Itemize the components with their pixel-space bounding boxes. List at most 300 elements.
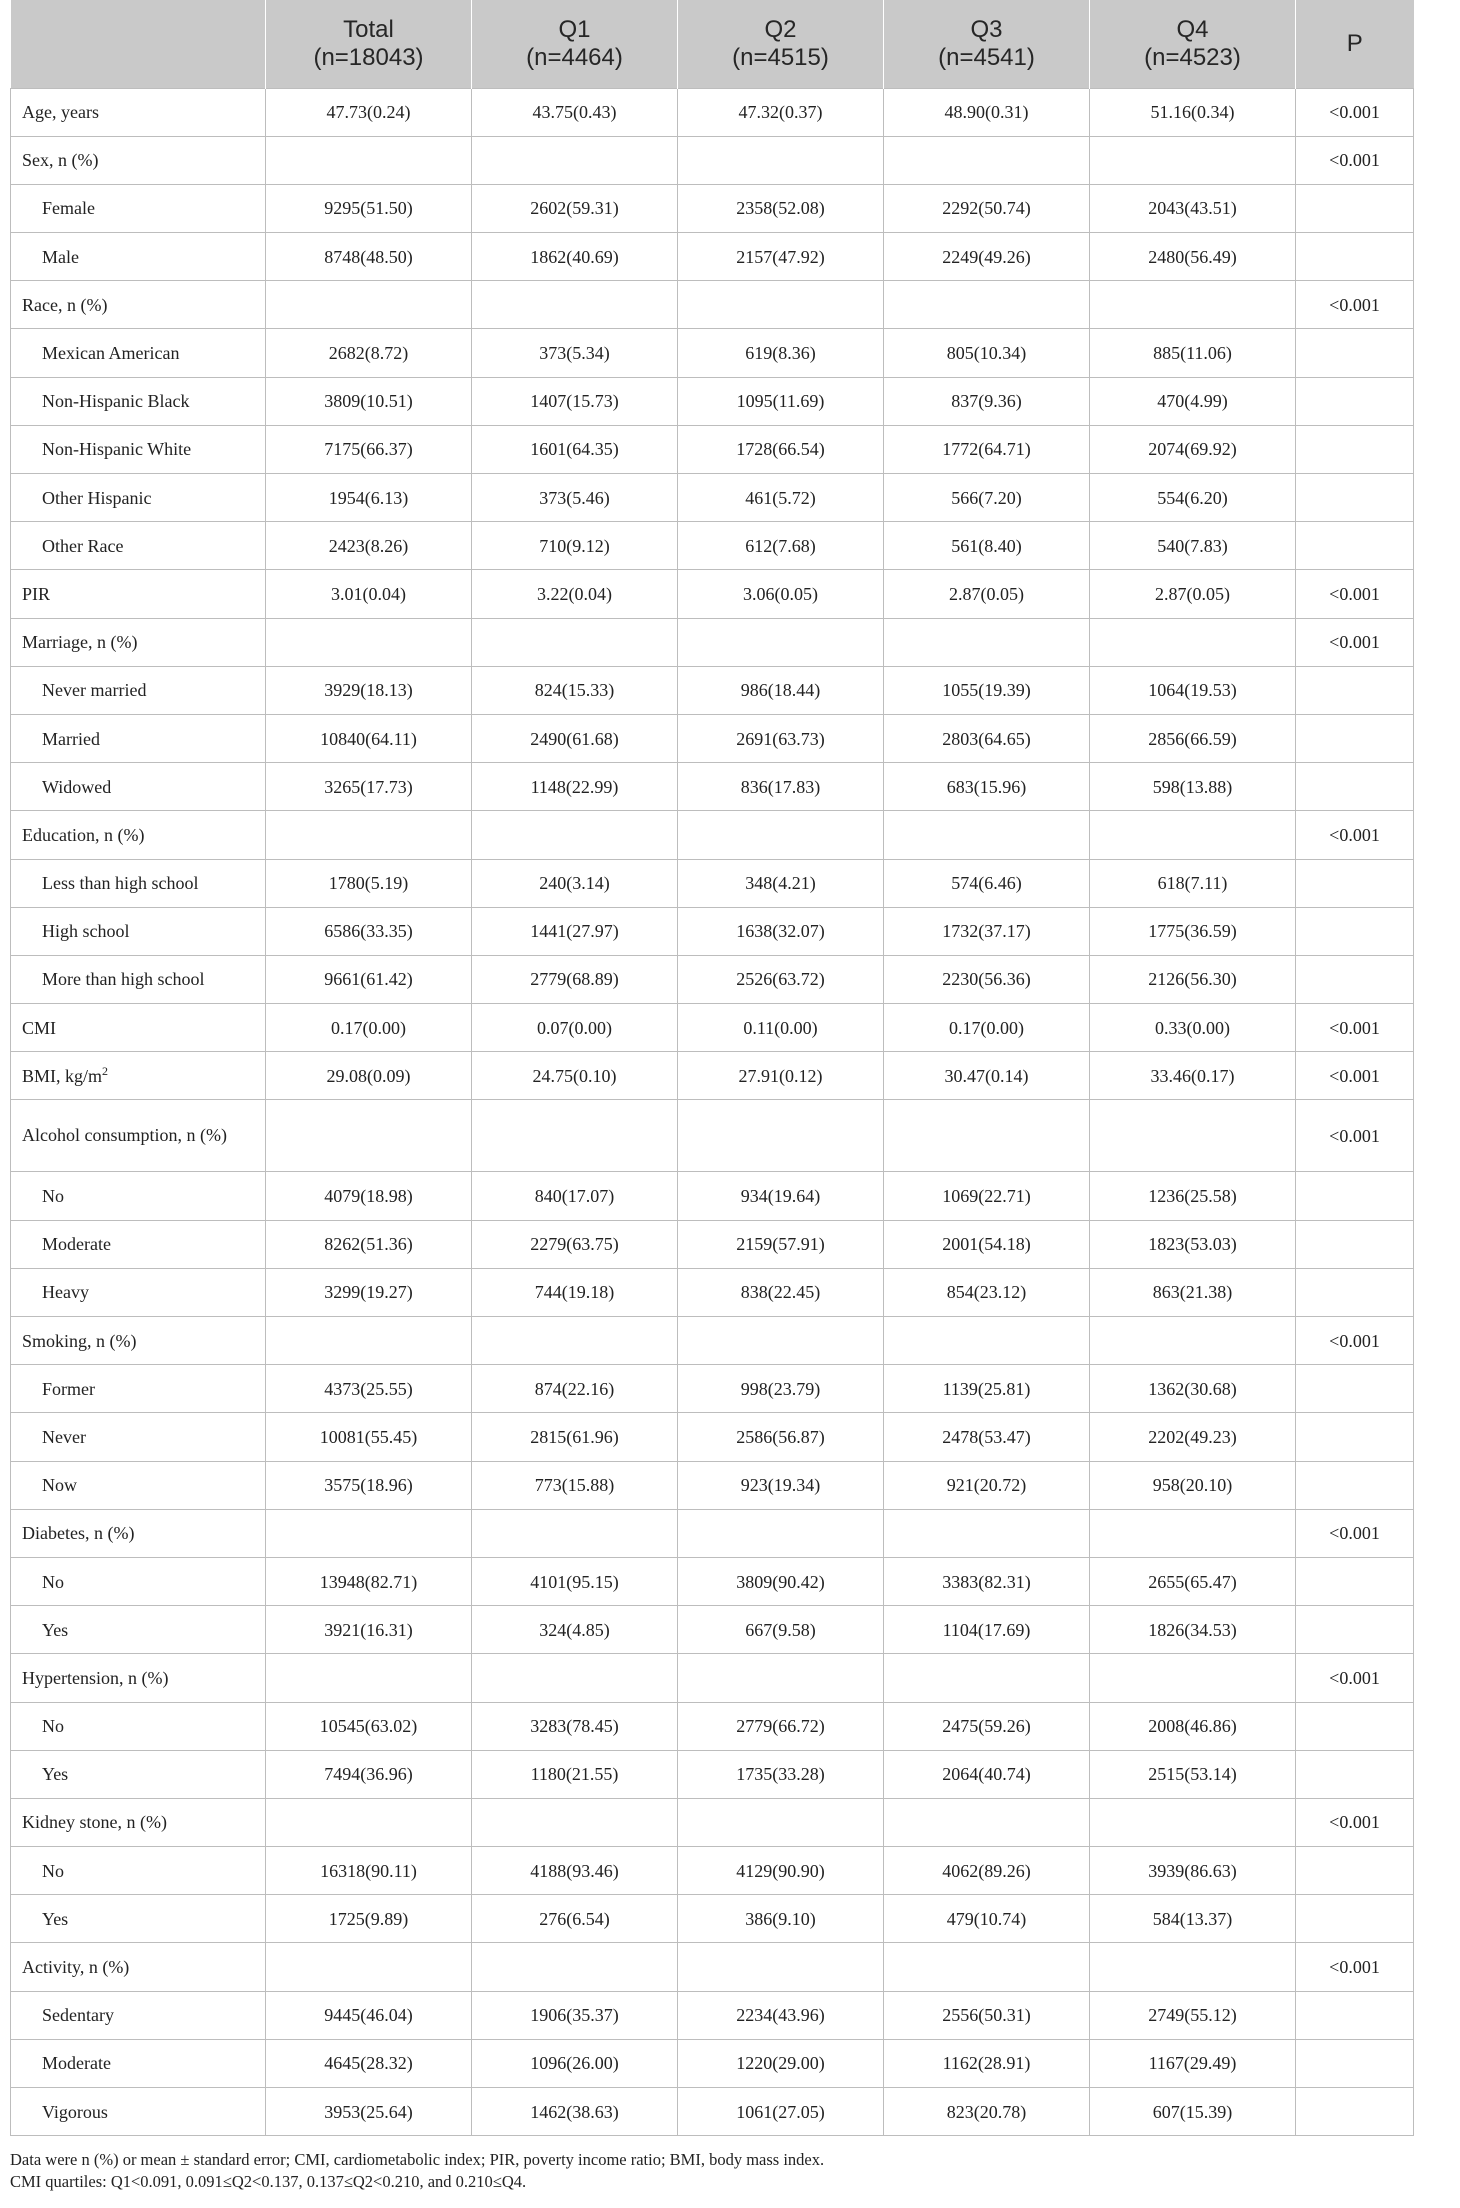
p-value-cell — [1296, 425, 1414, 473]
value-cell: 1780(5.19) — [266, 859, 472, 907]
row-label: Marriage, n (%) — [22, 632, 138, 653]
row-label-cell — [11, 1798, 266, 1846]
value-cell: 13948(82.71) — [266, 1557, 472, 1605]
table-row-subcategory — [11, 329, 1414, 377]
value-cell: 3939(86.63) — [1090, 1847, 1296, 1895]
value-cell — [884, 281, 1090, 329]
row-label-cell — [11, 88, 266, 136]
row-label-cell — [11, 1461, 266, 1509]
row-label: Yes — [42, 1764, 69, 1785]
p-value-cell — [1296, 377, 1414, 425]
table-row-variable — [11, 1052, 1414, 1100]
value-cell: 934(19.64) — [678, 1172, 884, 1220]
row-label-cell — [11, 666, 266, 714]
value-cell: 2815(61.96) — [472, 1413, 678, 1461]
row-label: Age, years — [22, 102, 99, 123]
value-cell: 324(4.85) — [472, 1606, 678, 1654]
row-label-cell — [11, 618, 266, 666]
row-label: Other Race — [42, 535, 124, 556]
row-label: Race, n (%) — [22, 294, 108, 315]
p-value-cell — [1296, 1606, 1414, 1654]
p-value-cell — [1296, 522, 1414, 570]
p-value-cell — [1296, 1895, 1414, 1943]
row-label: Yes — [42, 1619, 69, 1640]
value-cell: 0.11(0.00) — [678, 1004, 884, 1052]
value-cell — [884, 136, 1090, 184]
value-cell: 2515(53.14) — [1090, 1750, 1296, 1798]
row-label: Hypertension, n (%) — [22, 1667, 169, 1688]
value-cell — [472, 1100, 678, 1172]
table-row-subcategory — [11, 1895, 1414, 1943]
value-cell: 2856(66.59) — [1090, 714, 1296, 762]
value-cell: 1069(22.71) — [884, 1172, 1090, 1220]
header-count: (n=4464) — [526, 43, 623, 71]
p-value-cell — [1296, 1268, 1414, 1316]
footnote-quartiles: CMI quartiles: Q1<0.091, 0.091≤Q2<0.137, 0.137≤Q2<0.210, and 0.210≤Q4. — [10, 2172, 527, 2192]
row-label: Moderate — [42, 1234, 111, 1255]
row-label-cell — [11, 474, 266, 522]
value-cell — [1090, 1317, 1296, 1365]
row-label: Activity, n (%) — [22, 1957, 130, 1978]
value-cell: 29.08(0.09) — [266, 1052, 472, 1100]
row-label-cell — [11, 1702, 266, 1750]
value-cell: 1638(32.07) — [678, 907, 884, 955]
value-cell: 2602(59.31) — [472, 184, 678, 232]
p-value-cell: <0.001 — [1296, 1798, 1414, 1846]
p-value-cell — [1296, 1702, 1414, 1750]
value-cell: 1104(17.69) — [884, 1606, 1090, 1654]
row-label-cell — [11, 1509, 266, 1557]
value-cell: 540(7.83) — [1090, 522, 1296, 570]
value-cell: 3809(90.42) — [678, 1557, 884, 1605]
value-cell: 1362(30.68) — [1090, 1365, 1296, 1413]
value-cell: 2159(57.91) — [678, 1220, 884, 1268]
value-cell: 574(6.46) — [884, 859, 1090, 907]
row-label-cell — [11, 2088, 266, 2136]
value-cell: 1407(15.73) — [472, 377, 678, 425]
value-cell — [472, 1317, 678, 1365]
value-cell: 1728(66.54) — [678, 425, 884, 473]
p-value-cell: <0.001 — [1296, 570, 1414, 618]
p-value-cell — [1296, 474, 1414, 522]
p-value-cell — [1296, 955, 1414, 1003]
row-label-cell — [11, 763, 266, 811]
table-row-variable — [11, 1100, 1414, 1172]
row-label: Yes — [42, 1908, 69, 1929]
header-cell-q4 — [1090, 0, 1296, 88]
p-value-cell — [1296, 1750, 1414, 1798]
p-value-cell: <0.001 — [1296, 1509, 1414, 1557]
table-row-variable — [11, 618, 1414, 666]
value-cell — [472, 1943, 678, 1991]
row-label: Vigorous — [42, 2101, 108, 2122]
value-cell: 874(22.16) — [472, 1365, 678, 1413]
row-label-cell — [11, 570, 266, 618]
header-cell-q3 — [884, 0, 1090, 88]
row-label: Education, n (%) — [22, 824, 145, 845]
p-value-cell — [1296, 184, 1414, 232]
value-cell — [678, 1100, 884, 1172]
value-cell — [678, 1317, 884, 1365]
value-cell: 744(19.18) — [472, 1268, 678, 1316]
table-row-subcategory — [11, 1365, 1414, 1413]
value-cell — [266, 1509, 472, 1557]
row-label-cell — [11, 2039, 266, 2087]
value-cell — [472, 618, 678, 666]
table-page — [10, 0, 1413, 2193]
p-value-cell: <0.001 — [1296, 1317, 1414, 1365]
row-label-cell — [11, 233, 266, 281]
value-cell: 838(22.45) — [678, 1268, 884, 1316]
value-cell — [678, 811, 884, 859]
value-cell: 1180(21.55) — [472, 1750, 678, 1798]
value-cell — [678, 136, 884, 184]
row-label: Alcohol consumption, n (%) — [22, 1125, 227, 1146]
value-cell: 10081(55.45) — [266, 1413, 472, 1461]
value-cell: 4101(95.15) — [472, 1557, 678, 1605]
value-cell: 33.46(0.17) — [1090, 1052, 1296, 1100]
value-cell — [472, 136, 678, 184]
value-cell: 1954(6.13) — [266, 474, 472, 522]
value-cell: 9445(46.04) — [266, 1991, 472, 2039]
value-cell: 1725(9.89) — [266, 1895, 472, 1943]
value-cell: 10840(64.11) — [266, 714, 472, 762]
value-cell: 554(6.20) — [1090, 474, 1296, 522]
value-cell: 836(17.83) — [678, 763, 884, 811]
value-cell: 710(9.12) — [472, 522, 678, 570]
value-cell: 1095(11.69) — [678, 377, 884, 425]
value-cell — [472, 1509, 678, 1557]
table-row-subcategory — [11, 1220, 1414, 1268]
value-cell: 1096(26.00) — [472, 2039, 678, 2087]
value-cell: 2064(40.74) — [884, 1750, 1090, 1798]
row-label-cell — [11, 1943, 266, 1991]
value-cell — [884, 811, 1090, 859]
row-label: No — [42, 1186, 64, 1207]
value-cell — [678, 281, 884, 329]
value-cell: 1064(19.53) — [1090, 666, 1296, 714]
p-value-cell — [1296, 1991, 1414, 2039]
value-cell: 854(23.12) — [884, 1268, 1090, 1316]
value-cell: 9661(61.42) — [266, 955, 472, 1003]
table-row-variable — [11, 1654, 1414, 1702]
value-cell: 2157(47.92) — [678, 233, 884, 281]
value-cell: 2779(66.72) — [678, 1702, 884, 1750]
value-cell — [266, 618, 472, 666]
header-count: (n=4523) — [1144, 43, 1241, 71]
value-cell: 2682(8.72) — [266, 329, 472, 377]
value-cell — [884, 1100, 1090, 1172]
value-cell: 3809(10.51) — [266, 377, 472, 425]
row-label-superscript: 2 — [102, 1063, 109, 1078]
value-cell: 461(5.72) — [678, 474, 884, 522]
row-label-cell — [11, 1606, 266, 1654]
row-label-cell — [11, 1847, 266, 1895]
value-cell — [1090, 136, 1296, 184]
row-label: Sex, n (%) — [22, 150, 99, 171]
p-value-cell — [1296, 1557, 1414, 1605]
value-cell: 2230(56.36) — [884, 955, 1090, 1003]
table-row-subcategory — [11, 907, 1414, 955]
row-label: CMI — [22, 1017, 57, 1038]
value-cell: 1906(35.37) — [472, 1991, 678, 2039]
value-cell: 683(15.96) — [884, 763, 1090, 811]
p-value-cell — [1296, 907, 1414, 955]
table-row-variable — [11, 1317, 1414, 1365]
value-cell: 1139(25.81) — [884, 1365, 1090, 1413]
value-cell — [266, 1317, 472, 1365]
row-label: Male — [42, 246, 79, 267]
table-row-subcategory — [11, 763, 1414, 811]
value-cell — [678, 1798, 884, 1846]
row-label: No — [42, 1860, 64, 1881]
row-label: Never married — [42, 680, 147, 701]
value-cell: 2655(65.47) — [1090, 1557, 1296, 1605]
value-cell: 4188(93.46) — [472, 1847, 678, 1895]
table-row-variable — [11, 1004, 1414, 1052]
baseline-characteristics-table — [10, 0, 1414, 2136]
table-row-variable — [11, 1509, 1414, 1557]
value-cell: 3265(17.73) — [266, 763, 472, 811]
value-cell — [266, 1798, 472, 1846]
value-cell — [884, 1509, 1090, 1557]
value-cell: 1826(34.53) — [1090, 1606, 1296, 1654]
p-value-cell: <0.001 — [1296, 811, 1414, 859]
value-cell: 2586(56.87) — [678, 1413, 884, 1461]
value-cell — [884, 618, 1090, 666]
table-row-variable — [11, 88, 1414, 136]
row-label: Kidney stone, n (%) — [22, 1812, 167, 1833]
table-row-subcategory — [11, 1750, 1414, 1798]
table-row-variable — [11, 281, 1414, 329]
row-label: More than high school — [42, 969, 205, 990]
value-cell: 2202(49.23) — [1090, 1413, 1296, 1461]
value-cell: 2803(64.65) — [884, 714, 1090, 762]
row-label: Mexican American — [42, 343, 180, 364]
value-cell: 998(23.79) — [678, 1365, 884, 1413]
value-cell: 2475(59.26) — [884, 1702, 1090, 1750]
value-cell — [678, 1509, 884, 1557]
row-label-cell — [11, 281, 266, 329]
p-value-cell: <0.001 — [1296, 1100, 1414, 1172]
row-label-cell — [11, 1750, 266, 1798]
table-row-subcategory — [11, 666, 1414, 714]
table-row-subcategory — [11, 377, 1414, 425]
row-label-cell — [11, 377, 266, 425]
row-label: Widowed — [42, 776, 112, 797]
table-body — [11, 88, 1414, 2136]
header-cell-q1 — [472, 0, 678, 88]
value-cell: 8262(51.36) — [266, 1220, 472, 1268]
value-cell: 1236(25.58) — [1090, 1172, 1296, 1220]
value-cell: 470(4.99) — [1090, 377, 1296, 425]
row-label-cell — [11, 907, 266, 955]
value-cell: 0.33(0.00) — [1090, 1004, 1296, 1052]
value-cell: 805(10.34) — [884, 329, 1090, 377]
value-cell — [1090, 1943, 1296, 1991]
value-cell: 824(15.33) — [472, 666, 678, 714]
p-value-cell — [1296, 1461, 1414, 1509]
row-label-cell — [11, 1317, 266, 1365]
value-cell: 958(20.10) — [1090, 1461, 1296, 1509]
p-value-cell — [1296, 1847, 1414, 1895]
value-cell: 2779(68.89) — [472, 955, 678, 1003]
table-row-variable — [11, 136, 1414, 184]
value-cell: 1148(22.99) — [472, 763, 678, 811]
p-value-cell — [1296, 714, 1414, 762]
value-cell: 24.75(0.10) — [472, 1052, 678, 1100]
value-cell: 6586(33.35) — [266, 907, 472, 955]
row-label-cell — [11, 1991, 266, 2039]
value-cell — [884, 1798, 1090, 1846]
header-label: Total — [343, 15, 394, 43]
table-row-subcategory — [11, 955, 1414, 1003]
value-cell: 47.32(0.37) — [678, 88, 884, 136]
value-cell: 30.47(0.14) — [884, 1052, 1090, 1100]
value-cell — [1090, 1509, 1296, 1557]
row-label: BMI, kg/m — [22, 1065, 103, 1086]
header-cell-q2 — [678, 0, 884, 88]
value-cell: 51.16(0.34) — [1090, 88, 1296, 136]
table-row-subcategory — [11, 1268, 1414, 1316]
value-cell: 479(10.74) — [884, 1895, 1090, 1943]
value-cell: 373(5.34) — [472, 329, 678, 377]
p-value-cell: <0.001 — [1296, 618, 1414, 666]
row-label-cell — [11, 522, 266, 570]
value-cell: 7175(66.37) — [266, 425, 472, 473]
row-label-cell — [11, 136, 266, 184]
table-row-variable — [11, 1798, 1414, 1846]
value-cell: 10545(63.02) — [266, 1702, 472, 1750]
p-value-cell — [1296, 1172, 1414, 1220]
row-label-cell — [11, 1895, 266, 1943]
row-label-cell — [11, 1268, 266, 1316]
value-cell: 373(5.46) — [472, 474, 678, 522]
value-cell — [266, 811, 472, 859]
value-cell: 2008(46.86) — [1090, 1702, 1296, 1750]
value-cell: 823(20.78) — [884, 2088, 1090, 2136]
value-cell: 2292(50.74) — [884, 184, 1090, 232]
header-label: Q4 — [1176, 15, 1209, 43]
header-label: Q3 — [970, 15, 1003, 43]
row-label: Smoking, n (%) — [22, 1330, 137, 1351]
value-cell: 1772(64.71) — [884, 425, 1090, 473]
value-cell: 584(13.37) — [1090, 1895, 1296, 1943]
row-label: Non-Hispanic White — [42, 439, 192, 460]
value-cell — [1090, 1798, 1296, 1846]
footnote-abbreviations: Data were n (%) or mean ± standard error; CMI, cardiometabolic index; PIR, poverty income ratio; BMI, body mass index. — [10, 2150, 825, 2170]
row-label-cell — [11, 714, 266, 762]
value-cell: 240(3.14) — [472, 859, 678, 907]
p-value-cell — [1296, 2088, 1414, 2136]
value-cell: 2001(54.18) — [884, 1220, 1090, 1268]
value-cell: 837(9.36) — [884, 377, 1090, 425]
value-cell: 2749(55.12) — [1090, 1991, 1296, 2039]
row-label-cell — [11, 1172, 266, 1220]
value-cell: 2249(49.26) — [884, 233, 1090, 281]
value-cell — [472, 811, 678, 859]
value-cell: 3283(78.45) — [472, 1702, 678, 1750]
value-cell: 2234(43.96) — [678, 1991, 884, 2039]
p-value-cell — [1296, 233, 1414, 281]
row-label-cell — [11, 1413, 266, 1461]
value-cell: 1775(36.59) — [1090, 907, 1296, 955]
value-cell: 4645(28.32) — [266, 2039, 472, 2087]
header-label: Q1 — [558, 15, 591, 43]
row-label: Now — [42, 1475, 77, 1496]
p-value-cell — [1296, 763, 1414, 811]
row-label-cell — [11, 1654, 266, 1702]
value-cell: 561(8.40) — [884, 522, 1090, 570]
row-label-cell — [11, 1100, 266, 1172]
header-count: (n=4515) — [732, 43, 829, 71]
p-value-cell — [1296, 1220, 1414, 1268]
table-row-variable — [11, 811, 1414, 859]
value-cell: 618(7.11) — [1090, 859, 1296, 907]
value-cell: 2556(50.31) — [884, 1991, 1090, 2039]
table-row-subcategory — [11, 1413, 1414, 1461]
value-cell: 8748(48.50) — [266, 233, 472, 281]
value-cell: 1162(28.91) — [884, 2039, 1090, 2087]
row-label-cell — [11, 1004, 266, 1052]
row-label: Moderate — [42, 2053, 111, 2074]
table-row-subcategory — [11, 1557, 1414, 1605]
value-cell — [884, 1654, 1090, 1702]
value-cell: 348(4.21) — [678, 859, 884, 907]
value-cell: 921(20.72) — [884, 1461, 1090, 1509]
value-cell: 4079(18.98) — [266, 1172, 472, 1220]
value-cell: 3575(18.96) — [266, 1461, 472, 1509]
table-row-subcategory — [11, 1172, 1414, 1220]
value-cell: 27.91(0.12) — [678, 1052, 884, 1100]
header-row — [11, 0, 1414, 88]
header-label: P — [1346, 29, 1363, 57]
value-cell: 4373(25.55) — [266, 1365, 472, 1413]
value-cell: 9295(51.50) — [266, 184, 472, 232]
value-cell — [678, 1654, 884, 1702]
value-cell: 386(9.10) — [678, 1895, 884, 1943]
row-label: Never — [42, 1426, 86, 1447]
table-row-subcategory — [11, 233, 1414, 281]
value-cell: 1601(64.35) — [472, 425, 678, 473]
value-cell: 7494(36.96) — [266, 1750, 472, 1798]
table-row-subcategory — [11, 474, 1414, 522]
value-cell: 16318(90.11) — [266, 1847, 472, 1895]
value-cell: 3299(19.27) — [266, 1268, 472, 1316]
value-cell — [678, 1943, 884, 1991]
value-cell: 612(7.68) — [678, 522, 884, 570]
value-cell: 1462(38.63) — [472, 2088, 678, 2136]
value-cell: 47.73(0.24) — [266, 88, 472, 136]
p-value-cell — [1296, 1365, 1414, 1413]
table-row-subcategory — [11, 859, 1414, 907]
value-cell: 667(9.58) — [678, 1606, 884, 1654]
p-value-cell — [1296, 859, 1414, 907]
value-cell: 2074(69.92) — [1090, 425, 1296, 473]
header-count: (n=18043) — [313, 43, 424, 71]
row-label: PIR — [22, 583, 51, 604]
value-cell: 773(15.88) — [472, 1461, 678, 1509]
value-cell: 2423(8.26) — [266, 522, 472, 570]
value-cell: 4129(90.90) — [678, 1847, 884, 1895]
table-row-subcategory — [11, 2039, 1414, 2087]
p-value-cell — [1296, 329, 1414, 377]
value-cell: 43.75(0.43) — [472, 88, 678, 136]
value-cell: 2478(53.47) — [884, 1413, 1090, 1461]
value-cell: 1220(29.00) — [678, 2039, 884, 2087]
p-value-cell: <0.001 — [1296, 1654, 1414, 1702]
row-label: Female — [42, 198, 95, 219]
